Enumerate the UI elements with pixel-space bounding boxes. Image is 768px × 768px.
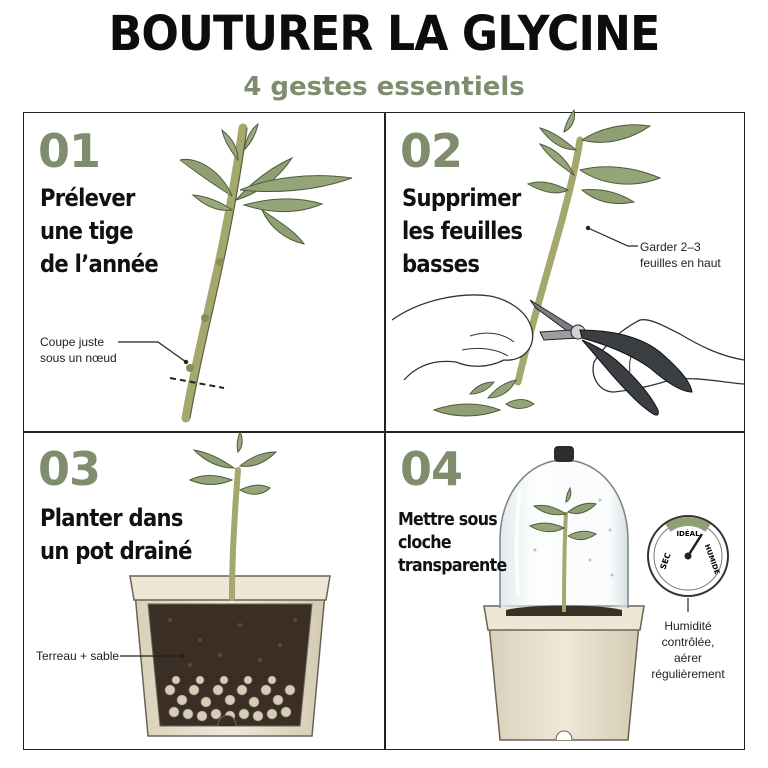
planting-illustration	[120, 432, 330, 736]
step-1-note: Coupe juste sous un nœud	[40, 335, 117, 365]
step-4-note: Humidité contrôlée, aérer régulièrement	[651, 619, 725, 681]
cloche-illustration	[484, 446, 644, 740]
step-2-number: 02	[400, 124, 463, 178]
step-2-title: Supprimer les feuilles basses	[402, 184, 523, 278]
step-3-note: Terreau + sable	[36, 649, 120, 663]
step-4-number: 04	[400, 442, 463, 496]
humidity-gauge	[648, 516, 728, 612]
gauge-label-dry: SEC	[658, 551, 673, 571]
page-subtitle: 4 gestes essentiels	[243, 72, 525, 102]
step-1-title: Prélever une tige de l’année	[40, 184, 159, 278]
step-3-number: 03	[38, 442, 101, 496]
page-title: BOUTURER LA GLYCINE	[108, 6, 660, 62]
gauge-label-humid: HUMIDE	[702, 543, 722, 576]
step-3-title: Planter dans un pot drainé	[40, 504, 192, 565]
step-4-title: Mettre sous cloche transparente	[398, 509, 507, 576]
step-2-note: Garder 2–3 feuilles en haut	[640, 240, 721, 270]
step-1-number: 01	[38, 124, 101, 178]
gauge-label-ideal: IDÉAL	[676, 530, 700, 538]
